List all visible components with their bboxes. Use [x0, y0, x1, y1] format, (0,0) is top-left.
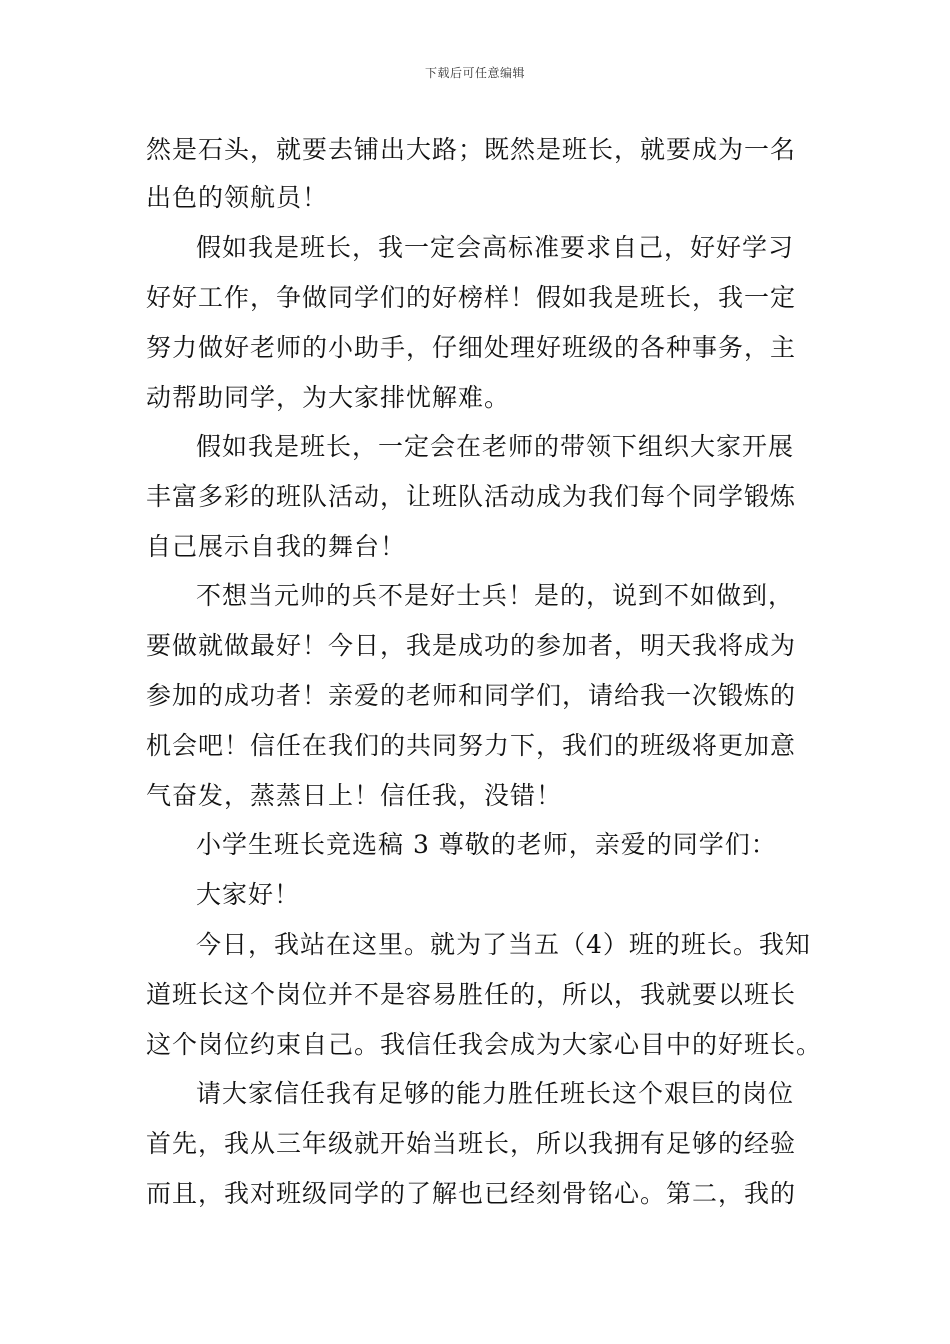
text-line: 参加的成功者！亲爱的老师和同学们，请给我一次锻炼的	[146, 681, 797, 710]
text-line: 努力做好老师的小助手，仔细处理好班级的各种事务，主	[146, 333, 797, 362]
text-line: 出色的领航员！	[146, 183, 329, 212]
text-line: 这个岗位约束自己。我信任我会成为大家心目中的好班长。	[146, 1030, 823, 1059]
text-line: 今日，我站在这里。就为了当五（4）班的班长。我知	[196, 930, 811, 959]
text-line: 好好工作，争做同学们的好榜样！假如我是班长，我一定	[146, 283, 797, 312]
text-line: 要做就做最好！今日，我是成功的参加者，明天我将成为	[146, 631, 797, 660]
text-line: 大家好！	[196, 880, 301, 909]
text-line: 气奋发，蒸蒸日上！信任我，没错！	[146, 781, 563, 810]
text-line: 假如我是班长，一定会在老师的带领下组织大家开展	[196, 432, 795, 461]
text-line: 丰富多彩的班队活动，让班队活动成为我们每个同学锻炼	[146, 482, 797, 511]
text-line: 动帮助同学，为大家排忧解难。	[146, 383, 511, 412]
page-header: 下载后可任意编辑	[424, 66, 525, 80]
text-line: 道班长这个岗位并不是容易胜任的，所以，我就要以班长	[146, 980, 797, 1009]
text-line: 然是石头，就要去铺出大路；既然是班长，就要成为一名	[146, 135, 797, 164]
text-line: 假如我是班长，我一定会高标准要求自己，好好学习	[196, 233, 795, 262]
text-line: 机会吧！信任在我们的共同努力下，我们的班级将更加意	[146, 731, 797, 760]
text-line: 不想当元帅的兵不是好士兵！是的，说到不如做到，	[196, 581, 795, 610]
text-line: 首先，我从三年级就开始当班长，所以我拥有足够的经验	[146, 1129, 797, 1158]
text-line: 小学生班长竞选稿 3 尊敬的老师，亲爱的同学们：	[196, 830, 777, 859]
text-line: 请大家信任我有足够的能力胜任班长这个艰巨的岗位	[196, 1079, 795, 1108]
text-line: 而且，我对班级同学的了解也已经刻骨铭心。第二，我的	[146, 1179, 797, 1208]
text-line: 自己展示自我的舞台！	[146, 532, 407, 561]
